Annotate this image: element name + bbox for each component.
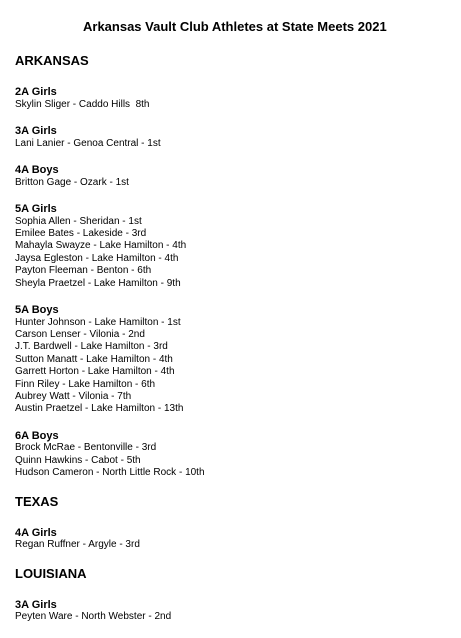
division-group — [15, 304, 455, 416]
athlete-entry: Skylin Sliger - Caddo Hills 8th — [15, 98, 150, 110]
division-group — [15, 527, 455, 552]
division-heading: 4A Girls — [15, 526, 57, 539]
athlete-entry: Hunter Johnson - Lake Hamilton - 1st — [15, 316, 181, 328]
athlete-entry: Sutton Manatt - Lake Hamilton - 4th — [15, 353, 173, 365]
athlete-entry: Mahayla Swayze - Lake Hamilton - 4th — [15, 240, 187, 252]
division-group — [15, 125, 455, 150]
athlete-entry: Emilee Bates - Lakeside - 3rd — [15, 228, 147, 239]
athlete-entry: Garrett Horton - Lake Hamilton - 4th — [15, 366, 175, 378]
division-group — [15, 164, 455, 189]
athlete-entry: Britton Gage - Ozark - 1st — [15, 176, 129, 188]
athlete-entry: Brock McRae - Bentonville - 3rd — [15, 442, 157, 454]
athlete-entry: Jaysa Egleston - Lake Hamilton - 4th — [15, 252, 179, 264]
athlete-entry: Aubrey Watt - Vilonia - 7th — [15, 391, 132, 403]
document-title: Arkansas Vault Club Athletes at State Meets 2021 — [83, 19, 387, 34]
athlete-entry: Regan Ruffner - Argyle - 3rd — [15, 539, 140, 551]
athlete-entry: Peyten Ware - North Webster - 2nd — [15, 611, 172, 623]
state-heading: TEXAS — [15, 493, 59, 509]
division-group — [15, 86, 455, 111]
athlete-entry: Lani Lanier - Genoa Central - 1st — [15, 137, 161, 149]
state-heading: LOUISIANA — [15, 565, 87, 581]
division-heading: 2A Girls — [15, 86, 57, 98]
state-section-louisiana — [15, 566, 455, 624]
division-group — [15, 599, 455, 624]
division-heading: 5A Boys — [15, 304, 59, 317]
athlete-entry: J.T. Bardwell - Lake Hamilton - 3rd — [15, 341, 168, 353]
athlete-entry: Payton Fleeman - Benton - 6th — [15, 265, 152, 277]
athlete-entry: Hudson Cameron - North Little Rock - 10th — [15, 467, 205, 479]
state-section-arkansas — [15, 53, 455, 480]
division-heading: 3A Girls — [15, 125, 57, 137]
results-list — [15, 53, 455, 638]
division-group — [15, 203, 455, 290]
division-heading: 5A Girls — [15, 203, 57, 215]
athlete-entry: Sheyla Praetzel - Lake Hamilton - 9th — [15, 277, 181, 289]
athlete-entry: Quinn Hawkins - Cabot - 5th — [15, 454, 141, 466]
state-section-texas — [15, 494, 455, 552]
athlete-entry: Sophia Allen - Sheridan - 1st — [15, 215, 142, 227]
athlete-entry: Finn Riley - Lake Hamilton - 6th — [15, 378, 156, 390]
division-heading: 4A Boys — [15, 164, 59, 176]
state-heading: ARKANSAS — [15, 53, 89, 68]
division-heading: 6A Boys — [15, 429, 59, 442]
division-heading: 3A Girls — [15, 598, 57, 611]
division-group — [15, 430, 455, 480]
athlete-entry: Austin Praetzel - Lake Hamilton - 13th — [15, 403, 184, 415]
athlete-entry: Carson Lenser - Vilonia - 2nd — [15, 329, 145, 341]
